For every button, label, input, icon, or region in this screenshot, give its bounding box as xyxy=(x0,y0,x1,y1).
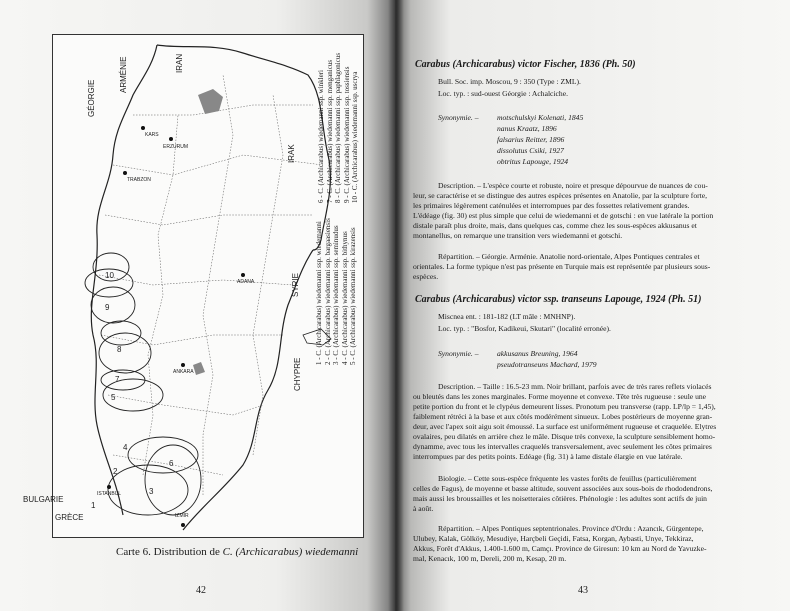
zone-label: 7 xyxy=(115,375,120,384)
zone-label: 2 xyxy=(113,467,118,476)
locality: Loc. typ. : sud-ouest Géorgie : Achalciche. xyxy=(438,89,568,98)
label-syrie: SYRIE xyxy=(291,272,300,297)
description-line: Description. – Taille : 16.5-23 mm. Noir brillant, parfois avec de très rares reflets violacés xyxy=(438,382,712,391)
repartition-line: Répartition. – Géorgie. Arménie. Anatolie nord-orientale, Alpes Pontiques centrales et xyxy=(438,252,700,261)
label-erzurum: ERZURUM xyxy=(163,144,188,150)
description-line: montanellus, on remarque une transition vers wiedemanni et gotschi. xyxy=(413,231,623,240)
repartition-line: Ulubey, Kalak, Gölköy, Mesudiye, Harçbeli Geçidi, Fatsa, Korgan, Aybasti, Unye, Tekkiraz, xyxy=(413,534,694,543)
synonym-item: dissolutus Csiki, 1927 xyxy=(497,146,564,155)
distribution-zones xyxy=(85,253,201,515)
synonym-item: falsarius Reitter, 1896 xyxy=(497,135,565,144)
legend-item: 1 - C. (Archicarabus) wiedemanni ssp. wiedemanni xyxy=(315,221,323,365)
legend-item: 10 - C. (Archicarabus) wiedemanni ssp. uscrya xyxy=(351,71,359,203)
zone-label: 1 xyxy=(91,501,96,510)
synonymy-label: Synonymie. – xyxy=(438,113,479,122)
label-adana: ADANA xyxy=(237,279,255,285)
description-line: petite portion du front et le clypéus demeurent lisses. Pronotum peu transverse (rapp. LP/lp = 1,45), xyxy=(413,402,716,411)
biologie-line: celles de Fagus), de moyenne et basse altitude, souvent associées aux sous-bois de rhododendrons, xyxy=(413,484,713,493)
caption-text: Carte 6. Distribution de xyxy=(116,546,223,558)
legend-item: 3 - C. (Archicarabus) wiedemanni ssp. seminudus xyxy=(332,225,340,365)
description-line: dynamme, avec tous les intervalles craquelés transversalement, avec seulement les côtes primaires xyxy=(413,442,712,451)
synonym-item: nanus Kraatz, 1896 xyxy=(497,124,557,133)
repartition-line: espèces. xyxy=(413,272,439,281)
label-grece: GRÈCE xyxy=(55,513,84,522)
section-title-text: Carabus (Archicarabus) victor Fischer, 1836 (Ph. 50) xyxy=(415,59,636,70)
section-title xyxy=(415,295,701,305)
distribution-map xyxy=(23,34,364,538)
label-iran: IRAN xyxy=(175,53,184,73)
repartition-line: Akkus, Forêt d'Akkus, 1.400-1.600 m, Camçı. Province de Giresun: 10 km au Nord de Yavuzke- xyxy=(413,544,707,553)
biologie-line: Biologie. – Cette sous-espèce fréquente les vastes forêts de feuillus (particulièrement xyxy=(438,474,697,483)
zone-label: 10 xyxy=(105,271,114,280)
description-line: distale paraît plus droite, mais, dans quelques cas, comme chez les sous-espèces akkusanus et xyxy=(413,221,697,230)
reference: Miscnea ent. : 181-182 (LT mâle : MNHNP). xyxy=(438,312,576,321)
legend-item: 4 - C. (Archicarabus) wiedemanni ssp. bithynus xyxy=(340,231,349,365)
zone-label: 4 xyxy=(123,443,128,452)
page-number-left: 42 xyxy=(196,585,206,596)
description-line: faiblement rétréci à la base et aux côtés modérément sinueux. Lobes postérieurs de moyenne gran- xyxy=(413,412,713,421)
section-title-text: Carabus (Archicarabus) victor ssp. transeuns Lapouge, 1924 (Ph. 51) xyxy=(415,294,702,305)
legend-item: 7 - C. (Archicarabus) wiedemanni ssp. menganicus xyxy=(325,59,334,203)
synonym-item: obtritus Lapouge, 1924 xyxy=(497,157,569,166)
label-irak: IRAK xyxy=(287,144,296,163)
legend-item: 9 - C. (Archicarabus) wiedemanni ssp. tossiensis xyxy=(342,66,351,203)
map-legend xyxy=(317,53,360,203)
synonymy-label: Synonymie. – xyxy=(438,349,479,358)
zone-label: 6 xyxy=(169,459,174,468)
label-kars: KARS xyxy=(145,132,159,138)
biologie-line: mais aussi les broussailles et les noisetteraies côtières. Phénologie : les adultes sont actifs de juin xyxy=(413,494,707,503)
page-number-right: 43 xyxy=(578,585,588,596)
label-ankara: ANKARA xyxy=(173,369,194,375)
description-line: Description. – L'espèce courte et robuste, noire et presque dépourvue de nuances de cou- xyxy=(438,181,708,190)
lake-tuz xyxy=(193,362,205,375)
synonym-item: akkusanus Breuning, 1964 xyxy=(497,349,578,358)
legend-item: 6 - C. (Archicarabus) wiedemanni ssp. winkleri xyxy=(317,70,325,203)
legend-item: 2 - C. (Archicarabus) wiedemanni ssp. bargaasiensis xyxy=(323,218,332,365)
legend-item: 8 - C. (Archicarabus) wiedemanni ssp. paphlagonicus xyxy=(334,52,342,203)
label-trabzon: TRABZON xyxy=(127,177,151,183)
synonym-item: motschulskyi Kolenati, 1845 xyxy=(497,113,584,122)
biologie-line: à août. xyxy=(413,504,434,513)
label-georgie: GÉORGIE xyxy=(87,79,96,117)
description-line: deur, avec l'apex soit aigu soit émoussé. La surface est uniformément rugueuse et craquelée. Elytres xyxy=(413,422,717,431)
description-line: interrompues par des petits points. Edéage (fig. 31) à lame distale élargie en vue latérale. xyxy=(413,452,683,461)
description-line: les primaires légèrement caténulées et interrompues par des fossettes relativement grandes. xyxy=(413,201,690,210)
synonym-item: pseudotranseuns Machard, 1979 xyxy=(497,360,597,369)
map-caption xyxy=(116,546,358,558)
zone-label: 3 xyxy=(149,487,154,496)
label-chypre: CHYPRE xyxy=(293,357,302,391)
label-bulgarie: BULGARIE xyxy=(23,495,64,504)
section-title xyxy=(415,60,636,70)
lake-van xyxy=(198,89,223,114)
zone-label: 5 xyxy=(111,393,116,402)
zone-label: 9 xyxy=(105,303,110,312)
repartition-line: orientales. La forme typique n'est pas présente en Turquie mais est représentée par plusieurs sous- xyxy=(413,262,711,271)
legend-item: 5 - C. (Archicarabus) wiedemanni ssp. kirazensis xyxy=(349,227,357,365)
repartition-line: mal, Kenacık, 100 m, Dereli, 200 m, Kesap, 20 m. xyxy=(413,554,567,563)
label-armenie: ARMÉNIE xyxy=(119,56,128,93)
description-line: ovalaires, peu dilatés en arrière chez le mâle. Disque très convexe, la sculpture sensiblement homo- xyxy=(413,432,716,441)
zone-label: 8 xyxy=(117,345,122,354)
repartition-line: Répartition. – Alpes Pontiques septentrionales. Province d'Ordu : Azancık, Gürgentepe, xyxy=(438,524,704,533)
map-legend xyxy=(315,218,358,365)
description-line: ou bleutés dans les zones marginales. Forme moyenne et convexe. Tête très rugueuse : seule une xyxy=(413,392,707,401)
description-line: L'édéage (fig. 30) est plus simple que celui de wiedemanni et de gotschi : en vue latérale la portion xyxy=(413,211,714,220)
locality: Loc. typ. : "Bosfor, Kadikeui, Skutari" (localité erronée). xyxy=(438,324,611,333)
right-page xyxy=(395,0,790,611)
caption-species: C. (Archicarabus) wiedemanni xyxy=(222,546,359,558)
label-izmir: IZMIR xyxy=(175,513,189,519)
label-istanbul: ISTANBUL xyxy=(97,491,122,497)
book-gutter-shadow xyxy=(388,0,404,611)
description-line: leur, se caractérise et se distingue des autres espèces présentes en Anatolie, par la sculpture forte, xyxy=(413,191,708,200)
reference: Bull. Soc. imp. Moscou, 9 : 350 (Type : ZML). xyxy=(438,77,581,86)
